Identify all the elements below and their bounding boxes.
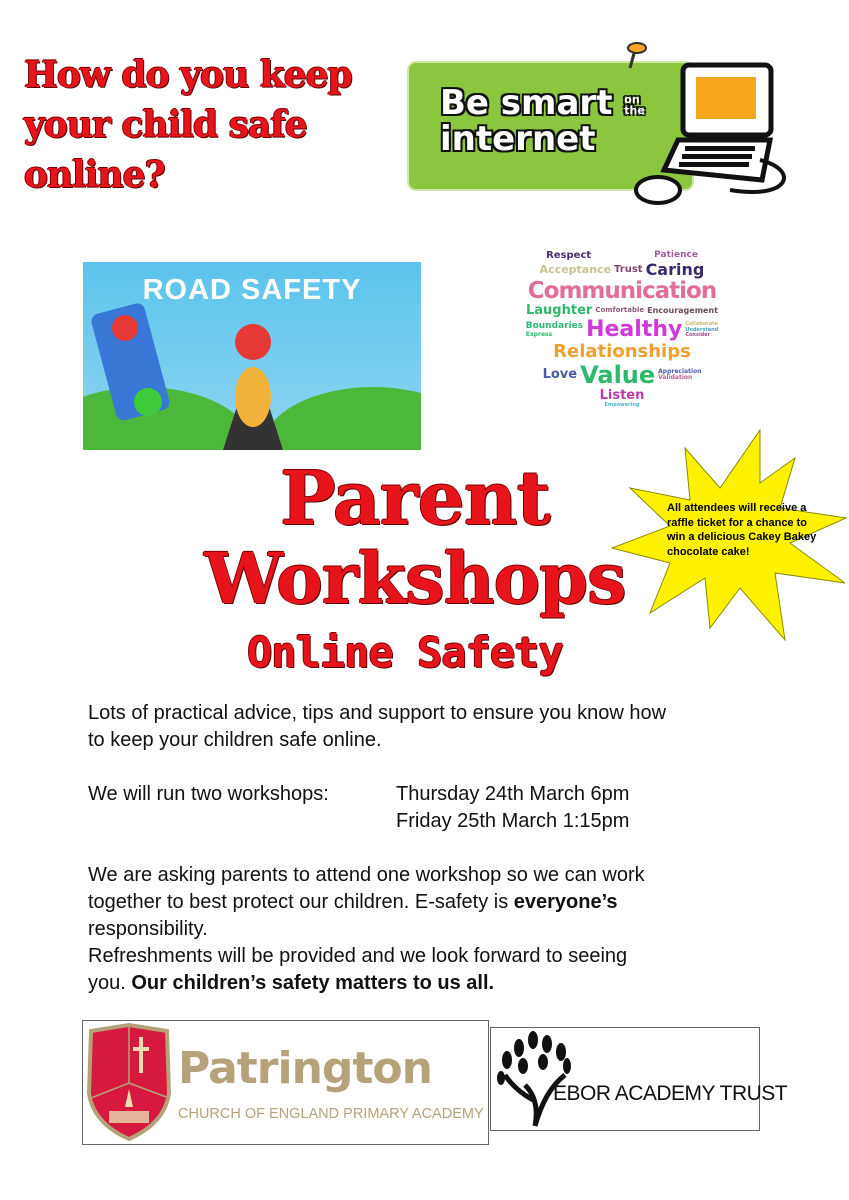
intro-paragraph <box>88 700 666 754</box>
headline-line: online? <box>24 154 165 196</box>
trust-name: EBOR ACADEMY TRUST <box>553 1082 788 1105</box>
school-crest-icon <box>85 1023 173 1141</box>
cloud-word: Relationships <box>553 341 691 363</box>
road-safety-image <box>83 262 421 450</box>
patrington-logo <box>82 1020 489 1145</box>
cloud-row <box>605 403 640 409</box>
cloud-column <box>685 322 718 339</box>
attendance-paragraph <box>88 862 645 997</box>
workshop-1: Thursday 24th March 6pm <box>396 783 630 805</box>
intro-line: to keep your children safe online. <box>88 729 382 751</box>
cloud-word: Laughter <box>526 302 593 318</box>
headline-line: How do you keep <box>24 54 352 96</box>
school-name: Patrington <box>178 1043 432 1094</box>
raffle-text: All attendees will receive a raffle ticket for a chance to win a delicious Cakey Bakey chocolate cake! <box>667 502 817 558</box>
cloud-word: Acceptance <box>539 262 612 276</box>
para-line: Refreshments will be provided and we look forward to seeing <box>88 945 628 967</box>
cloud-word: Love <box>542 367 578 383</box>
cloud-word: Communication <box>527 277 717 304</box>
cloud-word: Collaborate <box>685 321 718 328</box>
emphasis-everyone: everyone’s <box>513 891 618 913</box>
cloud-word: Validation <box>658 374 693 382</box>
workshop-2: Friday 25th March 1:15pm <box>396 810 630 832</box>
cloud-row <box>600 389 645 403</box>
headline-line: your child safe <box>24 104 307 146</box>
cloud-word: Appreciation <box>658 367 702 375</box>
cloud-word: Comfortable <box>595 306 645 315</box>
cloud-row <box>543 362 702 388</box>
cloud-column <box>526 322 583 338</box>
para-line: responsibility. <box>88 918 208 940</box>
cloud-row <box>526 304 718 318</box>
emphasis-safety: Our children’s safety matters to us all. <box>131 972 495 994</box>
headline <box>24 50 394 200</box>
cloud-word: Listen <box>599 387 645 403</box>
banner-text <box>440 85 646 157</box>
event-title-parent: Parent <box>280 456 550 542</box>
ebor-logo <box>490 1027 788 1131</box>
cloud-word: Value <box>580 361 656 390</box>
cloud-row <box>528 279 716 304</box>
para-line: We are asking parents to attend one workshop so we can work <box>88 864 645 886</box>
intro-line: Lots of practical advice, tips and support to ensure you know how <box>88 702 667 724</box>
cloud-word: Patience <box>654 249 698 260</box>
cloud-word: Respect <box>546 250 592 261</box>
event-title-workshops: Workshops <box>204 537 626 620</box>
cloud-word: Empowering <box>604 401 640 408</box>
cloud-word: Understand <box>685 326 719 333</box>
cloud-word: Caring <box>645 260 705 279</box>
cloud-word: Consider <box>685 332 711 339</box>
be-smart-banner <box>400 40 800 210</box>
banner-small: on the <box>624 92 645 117</box>
workshop-times <box>396 781 629 835</box>
school-subtitle: CHURCH OF ENGLAND PRIMARY ACADEMY <box>178 1106 484 1122</box>
cloud-row <box>540 261 705 279</box>
cloud-word: Express <box>525 330 553 338</box>
banner-line1: Be smart <box>440 83 613 123</box>
cloud-row <box>553 342 691 362</box>
cloud-word: Trust <box>614 264 643 276</box>
para-line: you. <box>88 972 132 994</box>
cloud-column <box>658 369 701 382</box>
tree-icon <box>495 1030 575 1128</box>
word-cloud <box>500 250 744 448</box>
cloud-word: Boundaries <box>525 321 584 332</box>
event-subtitle: Online Safety <box>247 628 563 677</box>
road-safety-title: ROAD SAFETY <box>142 274 362 306</box>
workshops-label: We will run two workshops: <box>88 783 329 805</box>
cloud-row <box>526 318 719 342</box>
para-line: together to best protect our children. E-safety is <box>88 891 514 913</box>
banner-line2: internet <box>440 119 596 159</box>
cloud-word: Encouragement <box>647 305 718 315</box>
cloud-word: Healthy <box>586 317 683 343</box>
